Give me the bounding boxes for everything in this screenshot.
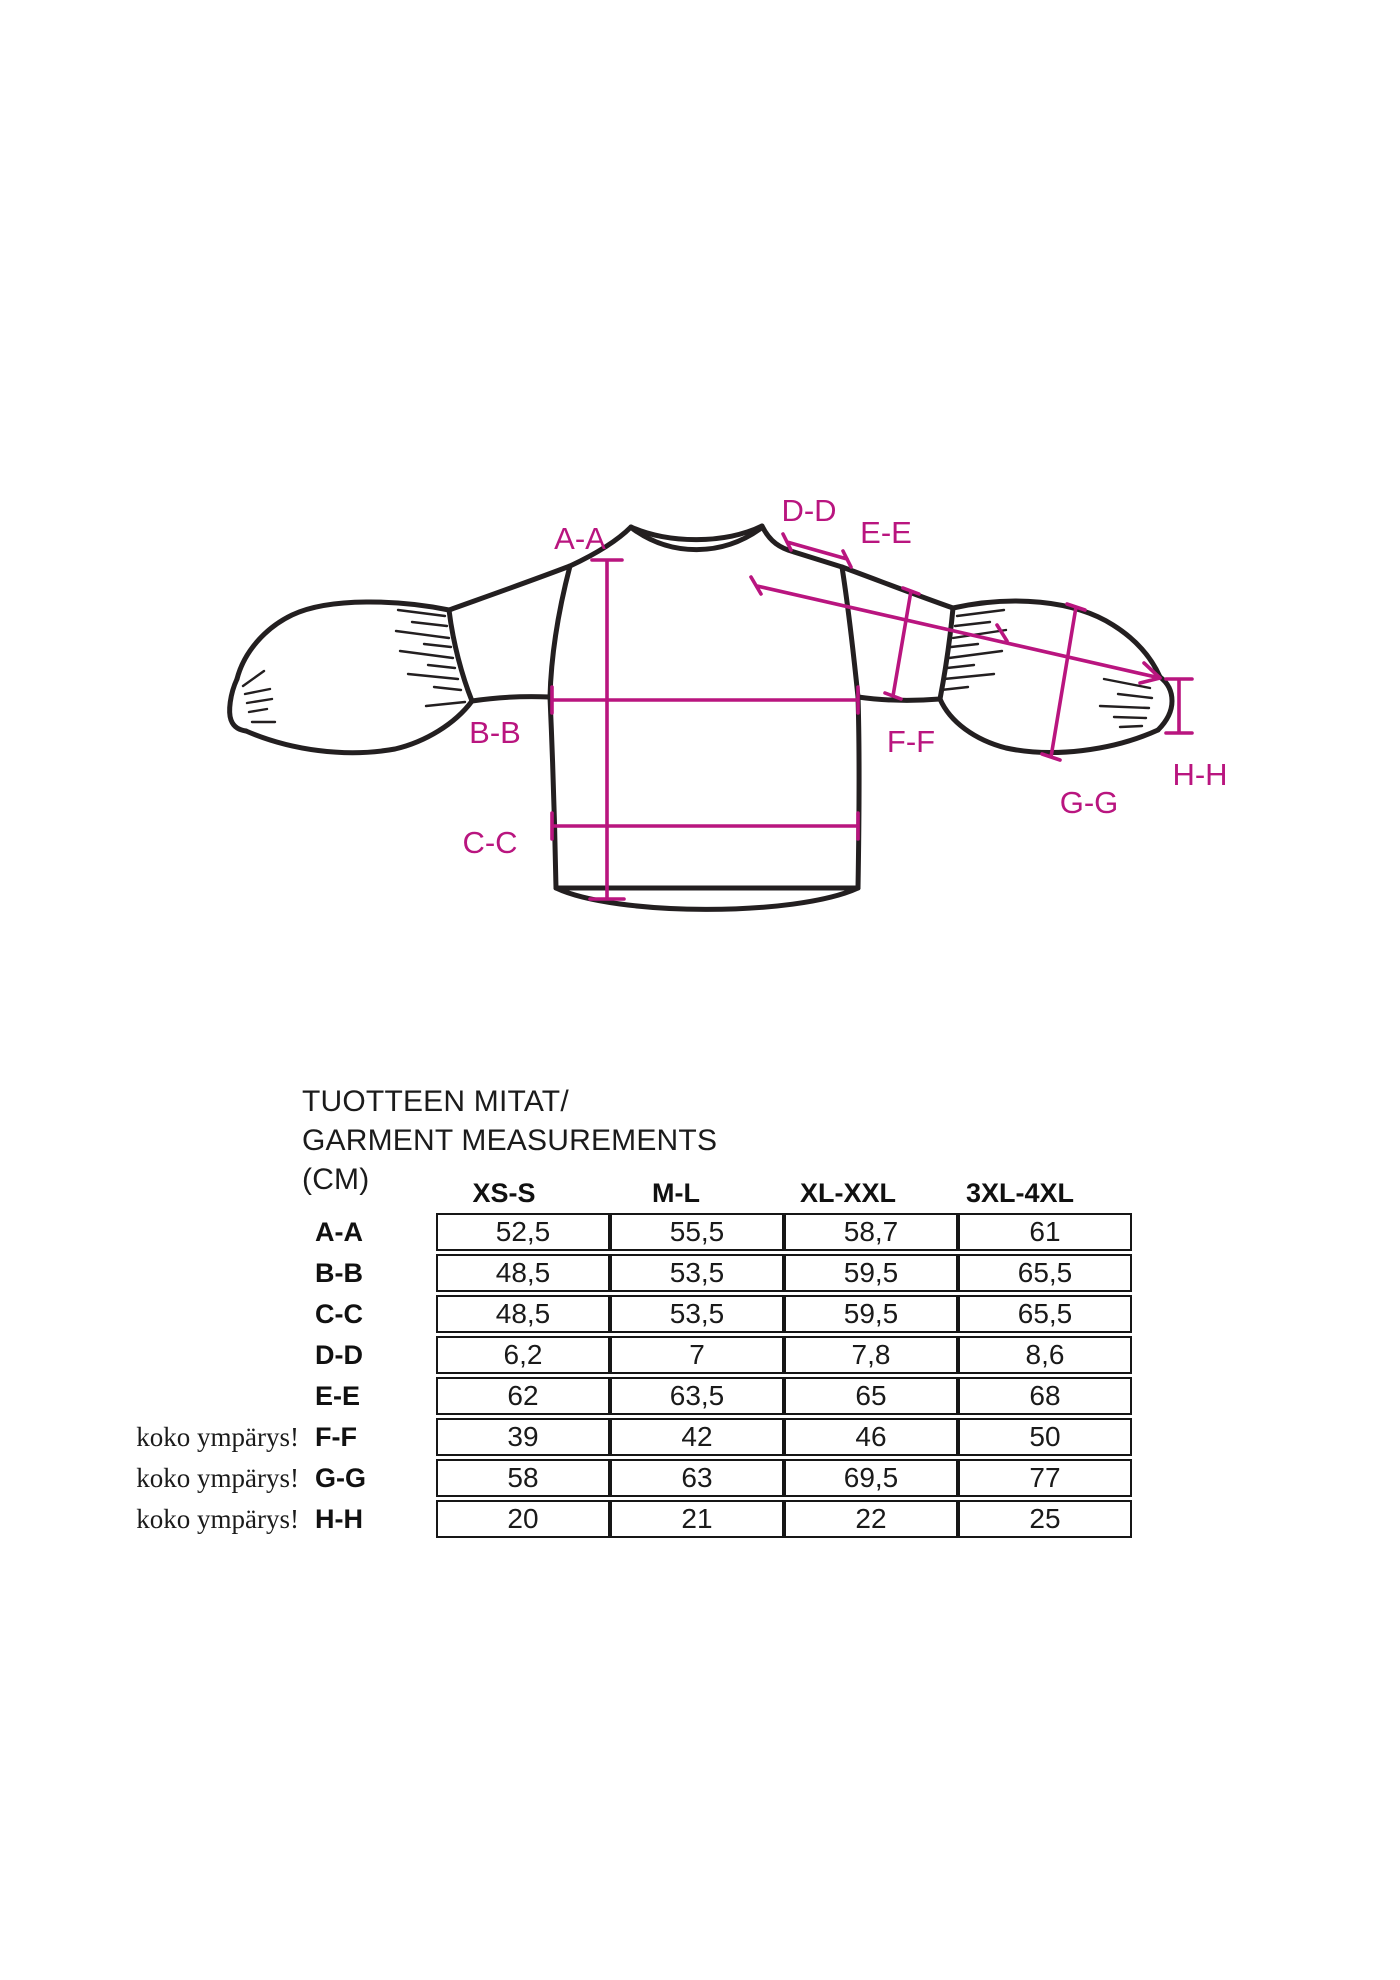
circumference-note	[128, 1295, 305, 1333]
right-gather-seam	[940, 608, 953, 699]
cell-value: 59,5	[784, 1254, 958, 1292]
table-row	[128, 1254, 1132, 1292]
row-label: C-C	[315, 1298, 363, 1329]
diagram-label-ff: F-F	[886, 724, 936, 759]
cell-value: 20	[436, 1500, 610, 1538]
diagram-label-bb: B-B	[469, 715, 521, 750]
cell-value: 69,5	[784, 1459, 958, 1497]
right-sleeve-top	[842, 567, 953, 608]
row-label: F-F	[315, 1421, 357, 1452]
diagram-label-gg: G-G	[1059, 785, 1119, 820]
size-header-3xl-4xl: 3XL-4XL	[965, 1178, 1075, 1208]
cell-value: 55,5	[610, 1213, 784, 1251]
diagram-label-aa: A-A	[554, 521, 606, 556]
cell-value: 53,5	[610, 1254, 784, 1292]
cell-value: 50	[958, 1418, 1132, 1456]
table-row	[128, 1295, 1132, 1333]
cell-value: 7	[610, 1336, 784, 1374]
measure-line-gg	[1042, 604, 1085, 760]
cell-value: 6,2	[436, 1336, 610, 1374]
diagram-label-hh: H-H	[1172, 757, 1228, 792]
cell-value: 39	[436, 1418, 610, 1456]
cell-value: 59,5	[784, 1295, 958, 1333]
circumference-note: koko ympärys!	[136, 1462, 299, 1493]
cell-value: 61	[958, 1213, 1132, 1251]
measure-line-cc	[552, 813, 858, 839]
row-label: H-H	[315, 1503, 363, 1534]
measure-line-bb	[552, 687, 858, 713]
title-line-finnish: TUOTTEEN MITAT/	[302, 1085, 569, 1118]
table-row	[128, 1418, 1132, 1456]
left-gather-seam	[449, 610, 472, 701]
cell-value: 25	[958, 1500, 1132, 1538]
table-row	[128, 1377, 1132, 1415]
measurement-table	[128, 1210, 1132, 1541]
cell-value: 48,5	[436, 1295, 610, 1333]
cell-value: 63	[610, 1459, 784, 1497]
body-right-edge	[858, 697, 859, 888]
cell-value: 46	[784, 1418, 958, 1456]
title-line-unit: (CM)	[302, 1163, 370, 1196]
cell-value: 48,5	[436, 1254, 610, 1292]
row-label: A-A	[315, 1216, 363, 1247]
left-balloon-bottom	[246, 701, 472, 753]
row-label: D-D	[315, 1339, 363, 1370]
cell-value: 42	[610, 1418, 784, 1456]
size-header-m-l: M-L	[652, 1178, 700, 1208]
cell-value: 8,6	[958, 1336, 1132, 1374]
row-label: G-G	[315, 1462, 366, 1493]
garment-outline	[230, 526, 1172, 909]
left-underarm	[472, 697, 550, 701]
circumference-note	[128, 1254, 305, 1292]
gather-hatches	[243, 610, 1152, 727]
size-header-xl-xxl: XL-XXL	[799, 1178, 896, 1208]
circumference-note	[128, 1213, 305, 1251]
circumference-note: koko ympärys!	[136, 1421, 299, 1452]
diagram-label-ee: E-E	[860, 515, 912, 550]
measure-line-ff	[885, 588, 919, 699]
measurement-lines	[552, 534, 1192, 899]
cell-value: 65	[784, 1377, 958, 1415]
cell-value: 7,8	[784, 1336, 958, 1374]
cell-value: 68	[958, 1377, 1132, 1415]
row-label: B-B	[315, 1257, 363, 1288]
table-row	[128, 1459, 1132, 1497]
cell-value: 65,5	[958, 1295, 1132, 1333]
right-cuff	[1158, 677, 1172, 730]
cell-value: 22	[784, 1500, 958, 1538]
row-label: E-E	[315, 1380, 361, 1411]
circumference-note	[128, 1336, 305, 1374]
circumference-note: koko ympärys!	[136, 1503, 299, 1534]
cell-value: 53,5	[610, 1295, 784, 1333]
table-row	[128, 1500, 1132, 1538]
cell-value: 65,5	[958, 1254, 1132, 1292]
cell-value: 58,7	[784, 1213, 958, 1251]
diagram-label-dd: D-D	[781, 493, 837, 528]
left-armhole-seam	[550, 566, 570, 697]
cell-value: 63,5	[610, 1377, 784, 1415]
cell-value: 58	[436, 1459, 610, 1497]
right-armhole-seam	[842, 567, 858, 697]
circumference-note	[128, 1377, 305, 1415]
diagram-label-cc: C-C	[462, 825, 518, 860]
table-row	[128, 1213, 1132, 1251]
size-header-row	[418, 1178, 1106, 1208]
size-header-xs-s: XS-S	[472, 1178, 536, 1208]
measure-line-aa	[590, 560, 624, 899]
cell-value: 62	[436, 1377, 610, 1415]
cell-value: 77	[958, 1459, 1132, 1497]
table-row	[128, 1336, 1132, 1374]
cell-value: 52,5	[436, 1213, 610, 1251]
body-left-edge	[550, 697, 556, 888]
cell-value: 21	[610, 1500, 784, 1538]
left-sleeve-top	[449, 566, 570, 610]
title-line-english: GARMENT MEASUREMENTS	[302, 1124, 718, 1157]
